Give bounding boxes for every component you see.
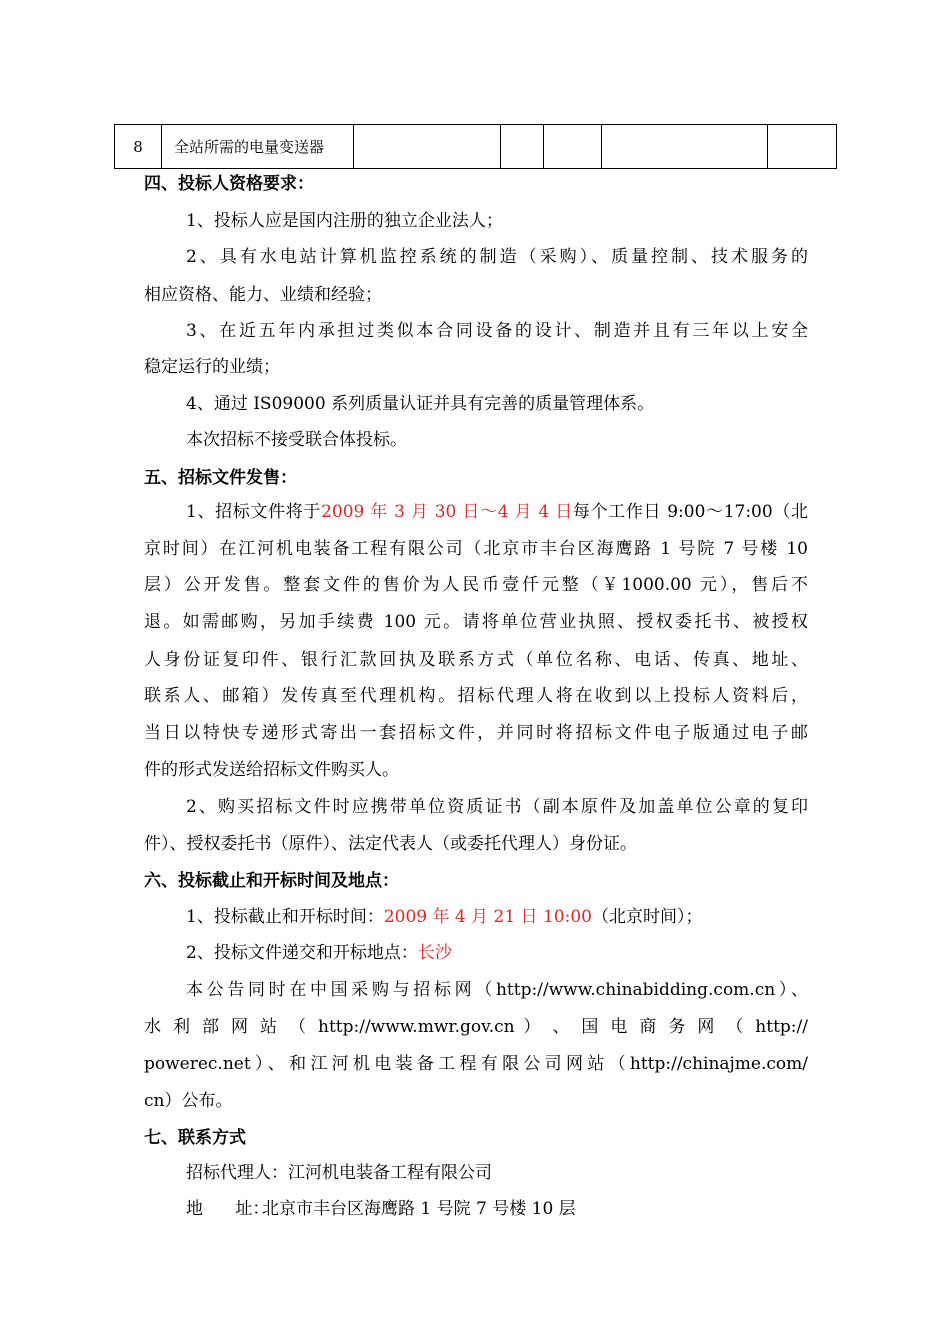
section6-notice-line3: powerec.net）、和江河机电装备工程有限公司网站（http://chinajme.com/ bbox=[144, 1054, 808, 1074]
agent-label: 招标代理人： bbox=[186, 1163, 288, 1183]
section4-item2-line1: 2、具有水电站计算机监控系统的制造（采购）、质量控制、技术服务的 bbox=[186, 247, 808, 267]
empty-cell bbox=[501, 125, 544, 169]
section5-p1-line4: 退。如需邮购，另加手续费 100 元。请将单位营业执照、授权委托书、被授权 bbox=[144, 612, 808, 632]
section6-notice-line2: 水 利 部 网 站 （ http://www.mwr.gov.cn ） 、 国 电 商 务 网 （ http:// bbox=[144, 1017, 808, 1037]
section5-p1-line7: 当日以特快专递形式寄出一套招标文件，并同时将招标文件电子版通过电子邮 bbox=[144, 723, 808, 743]
agent-value: 江河机电装备工程有限公司 bbox=[288, 1163, 492, 1183]
equipment-table bbox=[114, 124, 837, 169]
empty-cell bbox=[602, 125, 768, 169]
location-label: 2、投标文件递交和开标地点： bbox=[186, 943, 418, 963]
sale-text-pre: 1、招标文件将于 bbox=[186, 502, 322, 522]
sale-text-post: 每个工作日 9:00～17:00（北 bbox=[572, 502, 808, 522]
section6-item1 bbox=[186, 905, 808, 929]
section4-item4: 4、通过 IS09000 系列质量认证并具有完善的质量管理体系。 bbox=[186, 394, 655, 414]
deadline-time: 2009 年 4 月 21 日 10:00 bbox=[383, 907, 592, 927]
row-name-cell: 全站所需的电量变送器 bbox=[162, 125, 354, 169]
deadline-suffix: （北京时间）； bbox=[591, 907, 703, 927]
table-row bbox=[115, 125, 837, 169]
sale-date-range: 2009 年 3 月 30 日～4 月 4 日 bbox=[321, 502, 573, 522]
section5-p2-line2: 件）、授权委托书（原件）、法定代表人（或委托代理人）身份证。 bbox=[144, 834, 637, 854]
contact-address bbox=[186, 1197, 808, 1221]
section4-item2-line2: 相应资格、能力、业绩和经验； bbox=[144, 285, 382, 305]
empty-cell bbox=[354, 125, 501, 169]
address-value: 北京市丰台区海鹰路 1 号院 7 号楼 10 层 bbox=[262, 1199, 576, 1219]
section4-item3-line1: 3、在近五年内承担过类似本合同设备的设计、制造并且有三年以上安全 bbox=[186, 321, 808, 341]
contact-agent bbox=[186, 1161, 808, 1185]
empty-cell bbox=[544, 125, 602, 169]
section4-heading: 四、投标人资格要求： bbox=[144, 174, 314, 194]
address-label: 地 址： bbox=[186, 1199, 270, 1219]
deadline-label: 1、投标截止和开标时间： bbox=[186, 907, 384, 927]
row-index-cell: 8 bbox=[115, 125, 162, 169]
section5-p1-line1 bbox=[186, 500, 808, 524]
section4-note: 本次招标不接受联合体投标。 bbox=[186, 430, 407, 450]
section5-p1-line6: 联系人、邮箱）发传真至代理机构。招标代理人将在收到以上投标人资料后， bbox=[144, 686, 808, 706]
section6-notice-line1: 本公告同时在中国采购与招标网（http://www.chinabidding.com.cn）、 bbox=[186, 980, 808, 1000]
section5-p1-line8: 件的形式发送给招标文件购买人。 bbox=[144, 760, 399, 780]
section4-item1: 1、投标人应是国内注册的独立企业法人； bbox=[186, 211, 503, 231]
section6-notice-line4: cn）公布。 bbox=[144, 1091, 233, 1111]
section5-p1-line3: 层）公开发售。整套文件的售价为人民币壹仟元整（￥1000.00 元），售后不 bbox=[144, 575, 808, 595]
section7-heading: 七、联系方式 bbox=[144, 1128, 246, 1148]
section6-item2 bbox=[186, 941, 808, 965]
section5-p1-line2: 京时间）在江河机电装备工程有限公司（北京市丰台区海鹰路 1 号院 7 号楼 10 bbox=[144, 539, 808, 559]
section6-heading: 六、投标截止和开标时间及地点： bbox=[144, 871, 399, 891]
section5-p2-line1: 2、购买招标文件时应携带单位资质证书（副本原件及加盖单位公章的复印 bbox=[186, 797, 808, 817]
section4-item3-line2: 稳定运行的业绩； bbox=[144, 357, 280, 377]
section5-heading: 五、招标文件发售： bbox=[144, 468, 297, 488]
location-value: 长沙 bbox=[417, 943, 452, 963]
section5-p1-line5: 人身份证复印件、银行汇款回执及联系方式（单位名称、电话、传真、地址、 bbox=[144, 650, 808, 670]
empty-cell bbox=[768, 125, 837, 169]
